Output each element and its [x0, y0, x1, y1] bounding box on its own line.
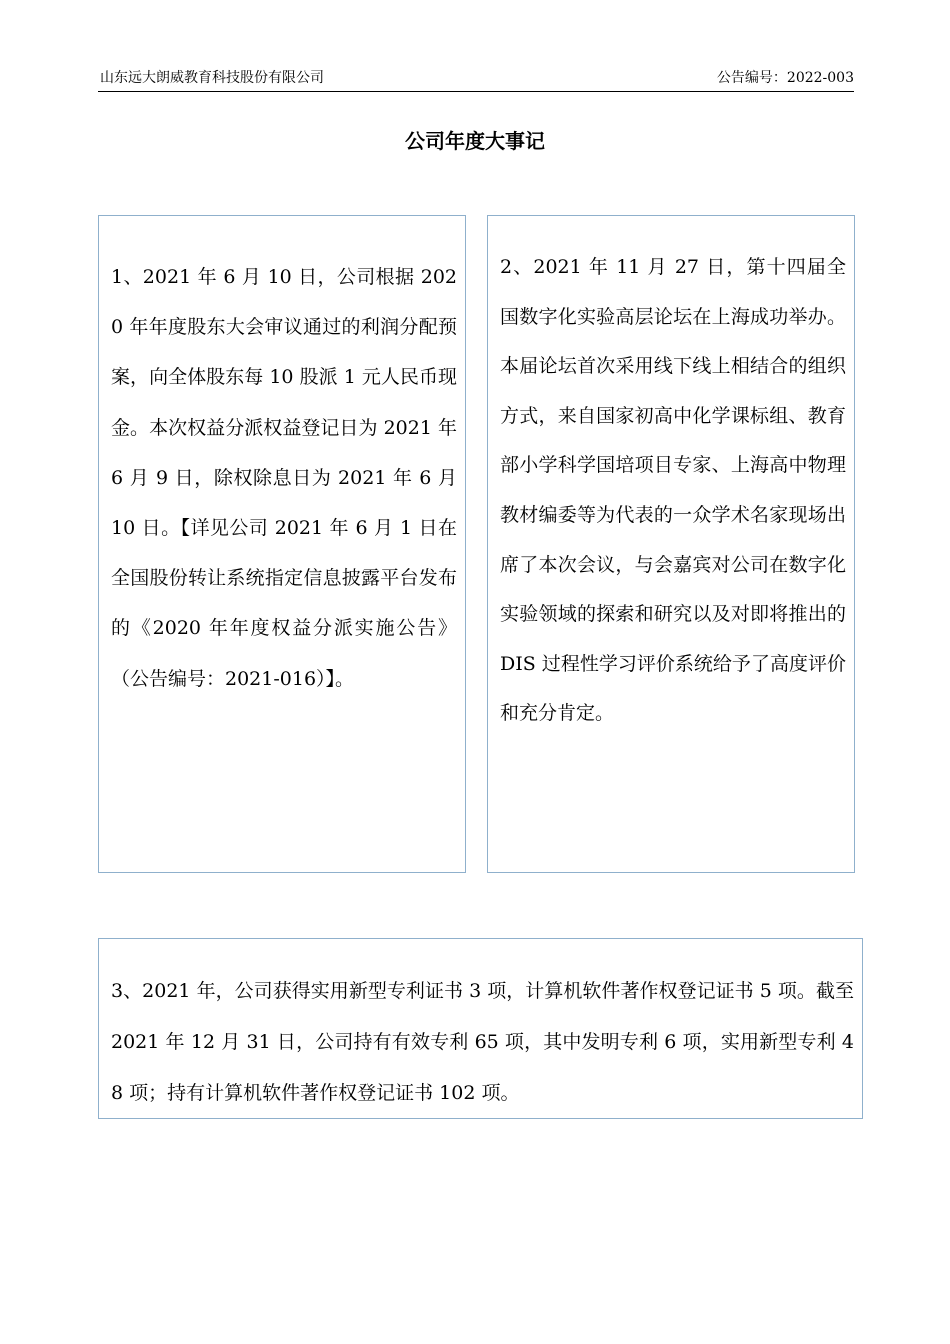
company-name: 山东远大朗威教育科技股份有限公司 [100, 70, 324, 86]
page-header [98, 69, 854, 92]
event-box-3 [98, 938, 863, 1119]
event-box-2 [487, 215, 855, 873]
page-title: 公司年度大事记 [405, 129, 545, 153]
event-box-1 [98, 215, 466, 873]
event-text-1: 1、2021 年 6 月 10 日，公司根据 2020 年年度股东大会审议通过的利润分配预案，向全体股东每 10 股派 1 元人民币现金。本次权益分派权益登记日为 2021 年 6 月 9 日，除权除息日为 2021 年 6 月 10 日。【详见公司 2021 年 6 月 1 日在全国股份转让系统指定信息披露平台发布的《2020 年年度权益分派实施公告》（公告编号：2021-016）】。 [111, 266, 457, 690]
event-text-2: 2、2021 年 11 月 27 日，第十四届全国数字化实验高层论坛在上海成功举办。本届论坛首次采用线下线上相结合的组织方式，来自国家初高中化学课标组、教育部小学科学国培项目专家、上海高中物理教材编委等为代表的一众学术名家现场出席了本次会议，与会嘉宾对公司在数字化实验领域的探索和研究以及对即将推出的 DIS 过程性学习评价系统给予了高度评价和充分肯定。 [500, 256, 846, 725]
announcement-number: 公告编号：2022-003 [716, 70, 854, 86]
event-text-3: 3、2021 年，公司获得实用新型专利证书 3 项，计算机软件著作权登记证书 5 项。截至 2021 年 12 月 31 日，公司持有有效专利 65 项，其中发明专利 6 项，实用新型专利 48 项；持有计算机软件著作权登记证书 102 项。 [111, 980, 854, 1104]
